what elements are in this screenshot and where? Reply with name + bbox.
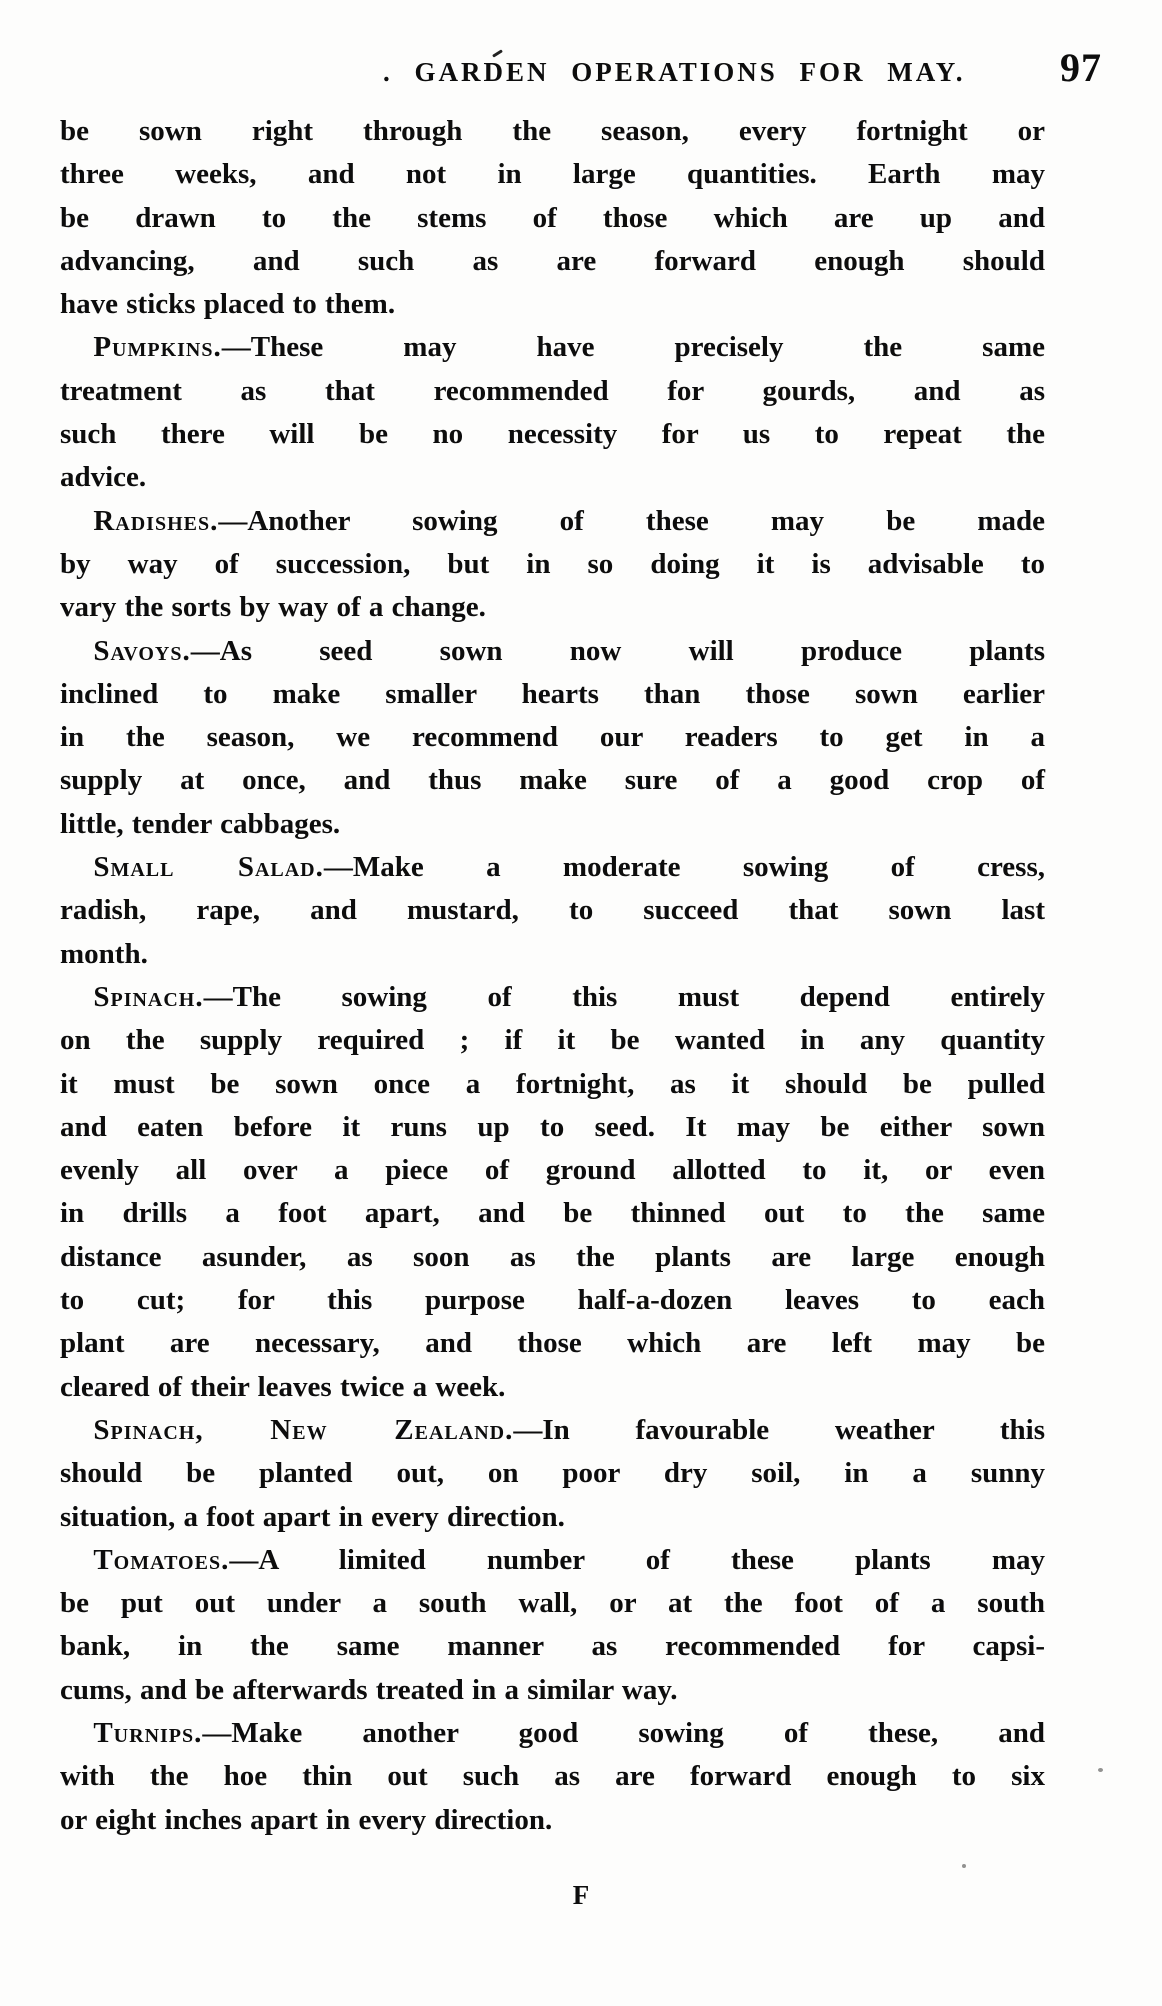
- text-line: three weeks, and not in large quantities. Earth may: [60, 158, 1045, 191]
- text-line: it must be sown once a fortnight, as it should be pulled: [60, 1067, 1045, 1100]
- text-line: with the hoe thin out such as are forward enough to six: [60, 1760, 1045, 1793]
- text-line: bank, in the same manner as recommended for capsi-: [60, 1630, 1045, 1663]
- text-line: vary the sorts by way of a change.: [60, 591, 486, 624]
- text-line: Small Salad.—Make a moderate sowing of cress,: [93, 851, 1045, 884]
- text-line: be drawn to the stems of those which are up and: [60, 201, 1045, 234]
- running-title: . GARDEN OPERATIONS FOR MAY.: [383, 57, 966, 87]
- signature-mark: F: [572, 1880, 590, 1910]
- text-line: have sticks placed to them.: [60, 288, 396, 321]
- text-line: Spinach.—The sowing of this must depend entirely: [93, 980, 1045, 1013]
- text-line: plant are necessary, and those which are left may be: [60, 1327, 1045, 1360]
- text-line: Turnips.—Make another good sowing of these, and: [93, 1716, 1045, 1749]
- text-line: in drills a foot apart, and be thinned out to the same: [60, 1197, 1045, 1230]
- text-line: Pumpkins.—These may have precisely the same: [93, 331, 1045, 364]
- paragraph: [60, 1539, 1045, 1712]
- scan-speck: [1098, 1768, 1103, 1772]
- text-line: advancing, and such as are forward enough should: [60, 244, 1045, 277]
- text-line: distance asunder, as soon as the plants are large enough: [60, 1240, 1045, 1273]
- paragraph: [60, 846, 1045, 976]
- paragraph: [60, 976, 1045, 1409]
- text-line: should be planted out, on poor dry soil, in a sunny: [60, 1457, 1045, 1490]
- paragraph-lead: Small Salad.: [93, 851, 324, 884]
- text-line: in the season, we recommend our readers to get in a: [60, 721, 1045, 754]
- paragraph: [60, 500, 1045, 630]
- text-line: on the supply required ; if it be wanted in any quantity: [60, 1024, 1045, 1057]
- paragraph-lead: Tomatoes.: [93, 1543, 230, 1576]
- paragraph: [60, 326, 1045, 499]
- paragraph-lead: Turnips.: [93, 1716, 203, 1749]
- text-line: little, tender cabbages.: [60, 807, 341, 840]
- text-line: supply at once, and thus make sure of a good crop of: [60, 764, 1045, 797]
- text-line: Savoys.—As seed sown now will produce plants: [93, 634, 1045, 667]
- text-line: Spinach, New Zealand.—In favourable weather this: [93, 1413, 1046, 1446]
- text-line: evenly all over a piece of ground allotted to it, or even: [60, 1154, 1045, 1187]
- text-line: be sown right through the season, every fortnight or: [60, 115, 1045, 147]
- paragraph: [60, 110, 1045, 326]
- text-line: advice.: [60, 461, 147, 494]
- text-line: be put out under a south wall, or at the foot of a south: [60, 1587, 1045, 1620]
- paragraph-lead: Spinach.: [93, 980, 204, 1013]
- text-line: to cut; for this purpose half-a-dozen leaves to each: [60, 1284, 1045, 1317]
- text-line: or eight inches apart in every direction.: [60, 1803, 553, 1836]
- scan-speck: [962, 1864, 966, 1868]
- text-line: such there will be no necessity for us to repeat the: [60, 418, 1045, 451]
- page-number: 97: [1060, 45, 1102, 90]
- text-line: inclined to make smaller hearts than those sown earlier: [60, 677, 1045, 710]
- text-line: radish, rape, and mustard, to succeed that sown last: [60, 894, 1045, 927]
- text-line: cleared of their leaves twice a week.: [60, 1370, 506, 1403]
- text-line: by way of succession, but in so doing it is advisable to: [60, 547, 1045, 580]
- paragraph: [60, 630, 1045, 846]
- paragraph: [60, 1409, 1045, 1539]
- text-line: and eaten before it runs up to seed. It may be either sown: [60, 1110, 1045, 1143]
- text-line: situation, a foot apart in every direction.: [60, 1500, 565, 1533]
- paragraph-lead: Pumpkins.: [93, 331, 222, 364]
- paragraph-lead: Spinach, New Zealand.: [93, 1413, 514, 1446]
- paragraph-lead: Savoys.: [93, 634, 191, 667]
- text-line: cums, and be afterwards treated in a similar way.: [60, 1673, 678, 1706]
- text-line: month.: [60, 937, 148, 970]
- paragraph: [60, 1712, 1045, 1842]
- text-line: Radishes.—Another sowing of these may be made: [93, 504, 1045, 537]
- text-line: Tomatoes.—A limited number of these plants may: [93, 1543, 1045, 1576]
- text-block: [60, 110, 1045, 1842]
- paragraph-lead: Radishes.: [93, 504, 219, 537]
- text-line: treatment as that recommended for gourds, and as: [60, 374, 1045, 407]
